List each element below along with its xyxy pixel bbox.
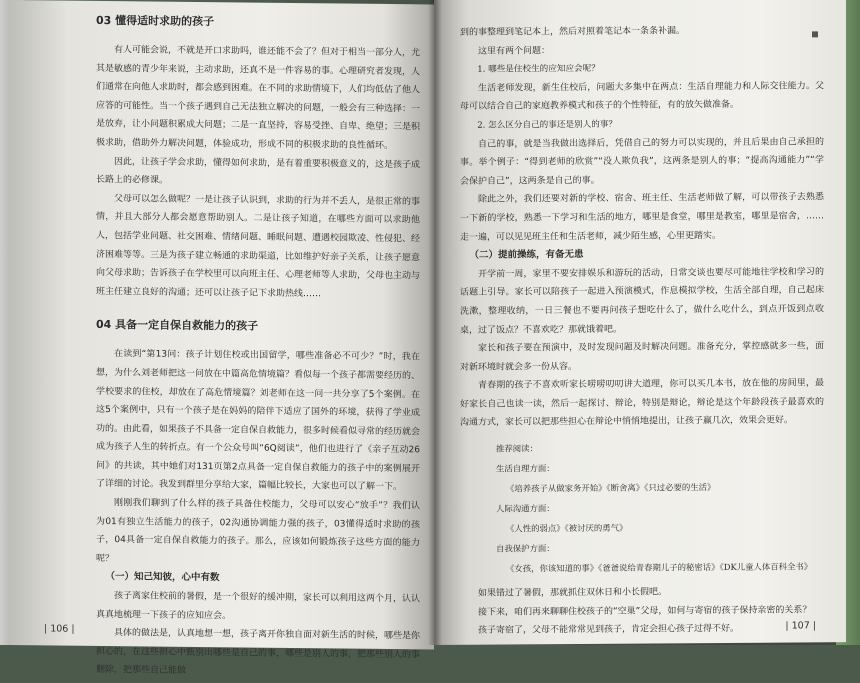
subheading: （一）知己知彼，心中有数 [105, 571, 220, 584]
paragraph: 到的事整理到笔记本上，然后对照着笔记本一条条补漏。 [460, 26, 686, 38]
section-title-03: 03 懂得适时求助的孩子 [96, 13, 215, 29]
paragraph: 在读到“第13问：孩子计划住校或出国留学，哪些准备必不可少？”时，我在想，为什么刘老师把这一问放在中篇高危情境篇？看似每一个孩子都需要经历的、学校要求的住校，却放在了高危情境篇？刘老师在这一问一共分享了5个案例。在这5个案例中，只有一个孩子是在妈妈的陪伴下适应了国外的环境，获得了学业成功的。由此看，如果孩子不具备一定自保自救能力，很多时候看似寻常的经历就会成为孩子人生的转折点。有一个公众号叫“6Q阅读”，他们也进行了《亲子互动26问》的共读，其中她们对131页第2点具备一定自保自救能力的孩子中的案例展开了详细的讨论。我发到群里分享给大家，篇幅比较长，大家也可以了解一下。 [96, 349, 421, 493]
right-page [434, 0, 846, 645]
paragraph: 这里有两个问题： [478, 45, 551, 57]
question-2: 2. 怎么区分自己的事还是别人的事？ [477, 119, 618, 131]
paragraph: 具体的做法是，认真地想一想，孩子离开你独自面对新生活的时候，哪些是你担心的，在这些担心中甄别出哪些是自己的事，哪些是别人的事，把那些别人的事删除，把那些自己能做 [96, 628, 421, 677]
open-book [8, 0, 846, 677]
question-1: 1. 哪些是住校生的应知应会呢？ [477, 64, 600, 75]
paragraph: 父母可以怎么做呢？一是让孩子认识到，求助的行为并不丢人，是很正常的事情，并且大部分人都会愿意帮助别人。二是让孩子知道，在哪些方面可以求助他人，包括学业问题、社交困难、情绪问题、睡眠问题、遭遇校园欺凌、性侵犯、经济困难等等。三是为孩子建立畅通的求助渠道，比如维护好亲子关系，让孩子愿意向父母求助；告诉孩子在学校里可以向班主任、心理老师等人求助，父母也主动与班主任建立良好的沟通；还可以让孩子记下求助热线…… [96, 193, 421, 299]
paragraph: 孩子离家住校前的暑假，是一个很好的缓冲期，家长可以利用这两个月，认认真真地梳理一下孩子的应知应会。 [96, 591, 421, 621]
paragraph: 刚刚我们聊到了什么样的孩子具备住校能力，父母可以安心“放手”？我们认为01有独立生活能力的孩子，02沟通协调能力强的孩子，03懂得适时求助的孩子，04具备一定自保自救能力的孩子。那么，应该如何锻炼孩子这些方面的能力呢？ [96, 498, 420, 564]
paragraph: 青春期的孩子不喜欢听家长唠唠叨叨讲大道理，你可以买几本书，放在他的房间里，最好家长自己也读一读，然后一起探讨、辩论，特别是辩论，辩论是这个年龄段孩子最喜欢的沟通方式，家长可以把那些担心在辩论中悄悄地提出，让孩子赢几次，效果会更好。 [460, 378, 824, 429]
paragraph: 接下来，咱们再来聊聊住校孩子的“空巢”父母，如何与寄宿的孩子保持亲密的关系？ [478, 605, 812, 618]
book-gutter [428, 0, 442, 645]
paragraph: 开学前一周，家里不要安排娱乐和游玩的活动，日常交谈也要尽可能地往学校和学习的话题上引导。家长可以陪孩子一起进入预演模式，作息模拟学校，生活全部自理，自己起床洗漱，整理收纳，一日三餐也不要再问孩子想吃什么了，做什么吃什么，到点开饭到点收桌，过了饭点？不喜欢吃？那就饿着吧。 [460, 266, 824, 336]
paragraph: 孩子寄宿了，父母不能常常见到孩子，肯定会担心孩子过得不好。 [478, 624, 740, 636]
reading-books: 《人性的弱点》《被讨厌的勇气》 [506, 522, 628, 534]
reading-category: 自我保护方面： [496, 543, 555, 554]
reading-title: 推荐阅读： [496, 443, 538, 454]
reading-books: 《女孩，你该知道的事》《爸爸说给青春期儿子的秘密话》《DK儿童人体百科全书》 [506, 561, 813, 574]
subheading: （二）提前操练，有备无患 [469, 249, 584, 261]
section-title-04: 04 具备一定自保自救能力的孩子 [96, 318, 259, 333]
paragraph: 因此，让孩子学会求助，懂得如何求助，是有着重要积极意义的，这是孩子成长路上的必修课。 [96, 156, 421, 186]
reading-category: 人际沟通方面： [496, 503, 555, 514]
paragraph: 有人可能会说，不就是开口求助吗，谁还能不会了？但对于相当一部分人，尤其是敏感的青少年来说，主动求助，还真不是一件容易的事。心理研究者发现，人们通常在向他人求助时，都会感到困难。在不同的求助情境下，人们均低估了他人应答的可能性。当一个孩子遇到自己无法独立解决的问题，一般会有三种选择：一是放弃，让小问题积累成大问题；二是一直坚持，容易受挫、自卑、绝望；三是积极求助，借助外力解决问题，体验成功，形成不同的积极求助的良性循环。 [96, 45, 421, 152]
recommended-reading [496, 436, 824, 578]
paragraph: 除此之外，我们还要对新的学校、宿舍、班主任、生活老师做了解，可以带孩子去熟悉一下新的学校，熟悉一下学习和生活的地方，哪里是食堂，哪里是教室，哪里是宿舍，……走一遍，可以见见班主任和生活老师，减少陌生感，心里更踏实。 [460, 192, 824, 243]
page-number-left: | 106 | [44, 623, 75, 636]
corner-mark [812, 31, 818, 37]
left-page [8, 0, 434, 677]
paragraph: 自己的事，就是当我做出选择后，凭借自己的努力可以实现的，并且后果由自己承担的事。举个例子：“得到老师的欣赏”“没人欺负我”，这两条是别人的事；“提高沟通能力”“学会保护自己”，这两条是自己的事。 [460, 136, 824, 187]
paragraph: 家长和孩子要在预演中，及时发现问题及时解决问题。准备充分，掌控感就多一些，面对新环境时就会多一份从容。 [460, 341, 824, 373]
page-number-right: | 107 | [785, 620, 816, 632]
paragraph: 如果错过了暑假，那就抓住双休日和小长假吧。 [478, 587, 668, 599]
reading-books: 《培养孩子从做家务开始》《断舍离》《只过必要的生活》 [506, 482, 716, 494]
paragraph: 生活老师发现，新生住校后，问题大多集中在两点：生活自理能力和人际交往能力。父母可以结合自己的家庭教养模式和孩子的个性特征，有的放矢做准备。 [460, 81, 824, 113]
reading-category: 生活自理方面： [496, 463, 555, 474]
